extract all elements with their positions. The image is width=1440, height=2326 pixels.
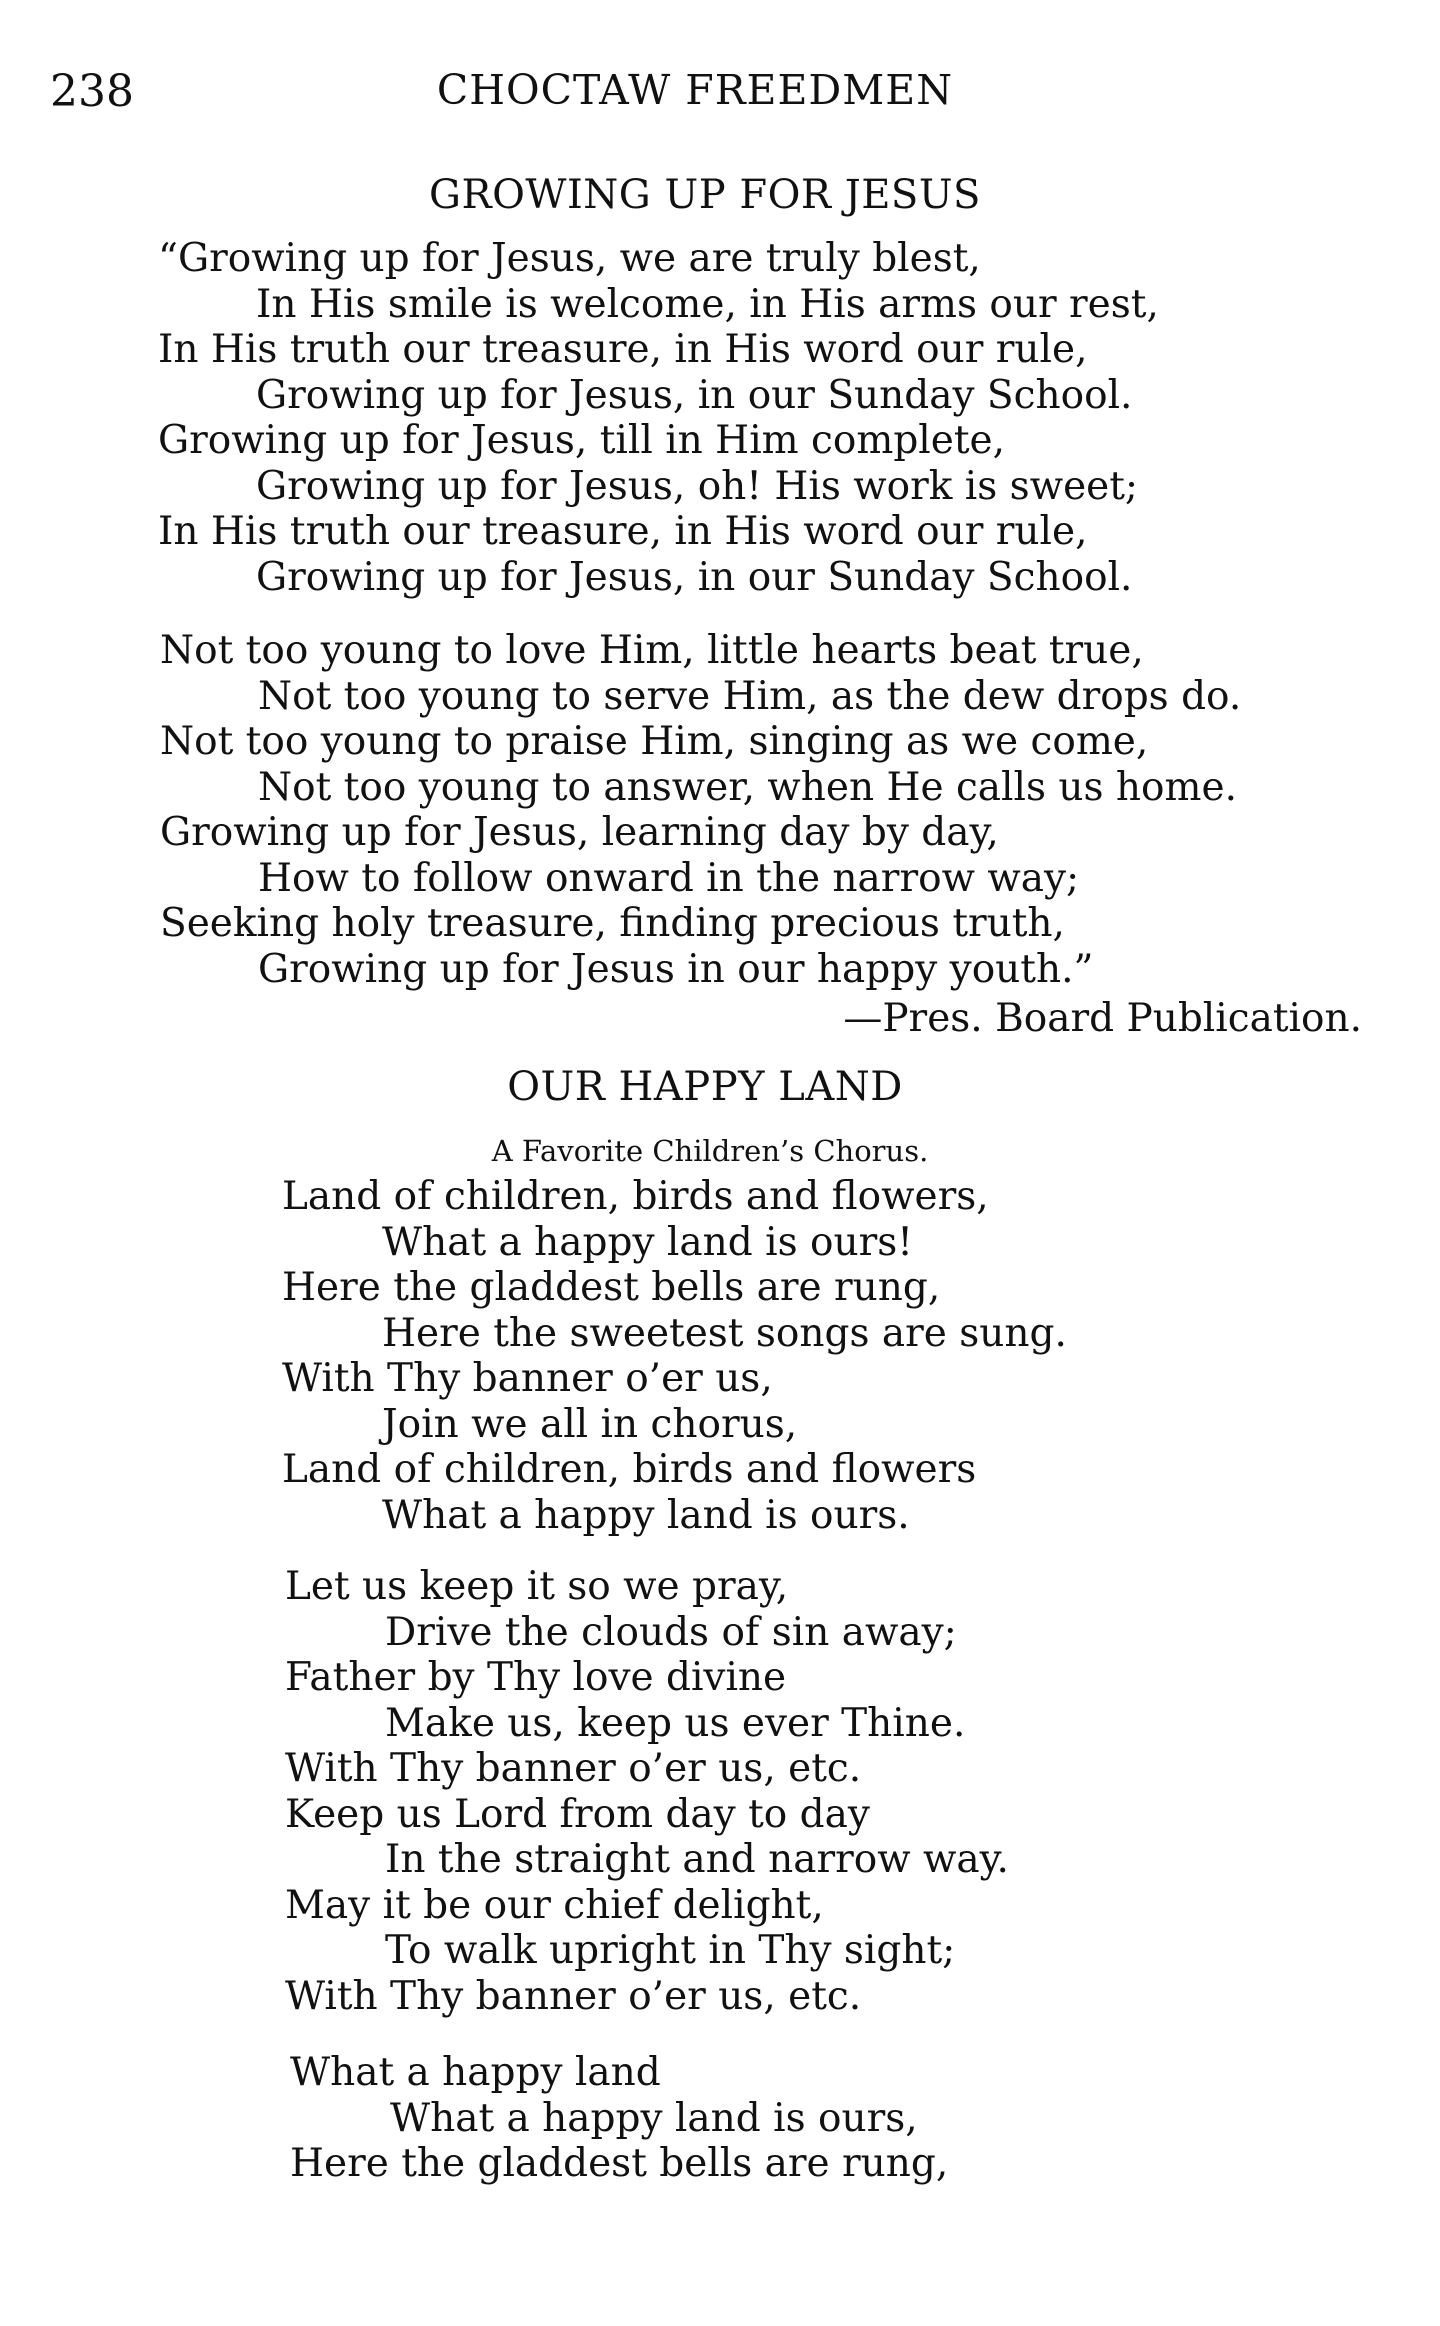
verse-line: Growing up for Jesus, in our Sunday School.: [256, 372, 1133, 418]
verse-line: What a happy land is ours.: [382, 1492, 910, 1538]
verse-line: What a happy land is ours,: [390, 2095, 918, 2141]
verse-line: In His smile is welcome, in His arms our rest,: [256, 281, 1159, 327]
verse-line: Drive the clouds of sin away;: [385, 1609, 957, 1655]
verse-line: Land of children, birds and flowers,: [282, 1174, 989, 1219]
verse-line: With Thy banner o’er us, etc.: [285, 1973, 862, 2019]
verse-line: Land of children, birds and flowers: [282, 1447, 977, 1492]
verse-line: Growing up for Jesus, in our Sunday School.: [256, 554, 1133, 600]
verse-line: In His truth our treasure, in His word our rule,: [158, 509, 1088, 554]
verse-line: Here the sweetest songs are sung.: [382, 1310, 1067, 1356]
poem2-stanza-1: [282, 1174, 1067, 1538]
verse-line: Not too young to serve Him, as the dew drops do.: [258, 673, 1242, 719]
verse-line: Father by Thy love divine: [285, 1655, 787, 1700]
poem-title-happy-land: OUR HAPPY LAND: [507, 1064, 903, 1110]
verse-line: Growing up for Jesus in our happy youth.”: [258, 946, 1094, 992]
verse-line: Not too young to love Him, little hearts beat true,: [160, 628, 1144, 673]
verse-line: Let us keep it so we pray,: [285, 1564, 789, 1609]
verse-line: In the straight and narrow way.: [385, 1837, 1009, 1882]
verse-line: Here the gladdest bells are rung,: [282, 1265, 941, 1310]
verse-line: To walk upright in Thy sight;: [385, 1928, 956, 1973]
verse-line: Seeking holy treasure, finding precious truth,: [160, 901, 1065, 946]
verse-line: May it be our chief delight,: [285, 1882, 824, 1928]
verse-line: Not too young to praise Him, singing as we come,: [160, 719, 1149, 764]
poem-subtitle: A Favorite Children’s Chorus.: [491, 1134, 929, 1168]
poem1-stanza-1: [158, 236, 1159, 600]
verse-line: Growing up for Jesus, till in Him complete,: [158, 418, 1006, 463]
verse-line: Here the gladdest bells are rung,: [290, 2141, 949, 2186]
verse-line: In His truth our treasure, in His word our rule,: [158, 327, 1088, 372]
poem1-stanza-2: [160, 628, 1241, 992]
running-title: CHOCTAW FREEDMEN: [436, 66, 954, 114]
verse-line: Make us, keep us ever Thine.: [385, 1700, 966, 1746]
verse-line: Not too young to answer, when He calls us home.: [258, 764, 1237, 810]
verse-line: What a happy land: [290, 2050, 661, 2095]
verse-line: Growing up for Jesus, oh! His work is sweet;: [256, 463, 1139, 509]
verse-line: Growing up for Jesus, learning day by day,: [160, 810, 999, 855]
poem2-stanza-2: [285, 1564, 1009, 2019]
verse-line: How to follow onward in the narrow way;: [258, 855, 1080, 901]
verse-line: With Thy banner o’er us,: [282, 1356, 773, 1401]
verse-line: Join we all in chorus,: [382, 1401, 798, 1447]
poem-title-growing-up: GROWING UP FOR JESUS: [429, 172, 981, 218]
poem2-stanza-3: [290, 2050, 948, 2187]
page-number: 238: [50, 66, 134, 117]
verse-line: “Growing up for Jesus, we are truly blest,: [158, 236, 981, 281]
verse-line: Keep us Lord from day to day: [285, 1791, 870, 1837]
verse-line: With Thy banner o’er us, etc.: [285, 1746, 862, 1791]
attribution: —Pres. Board Publication.: [843, 996, 1362, 1041]
verse-line: What a happy land is ours!: [382, 1219, 913, 1265]
